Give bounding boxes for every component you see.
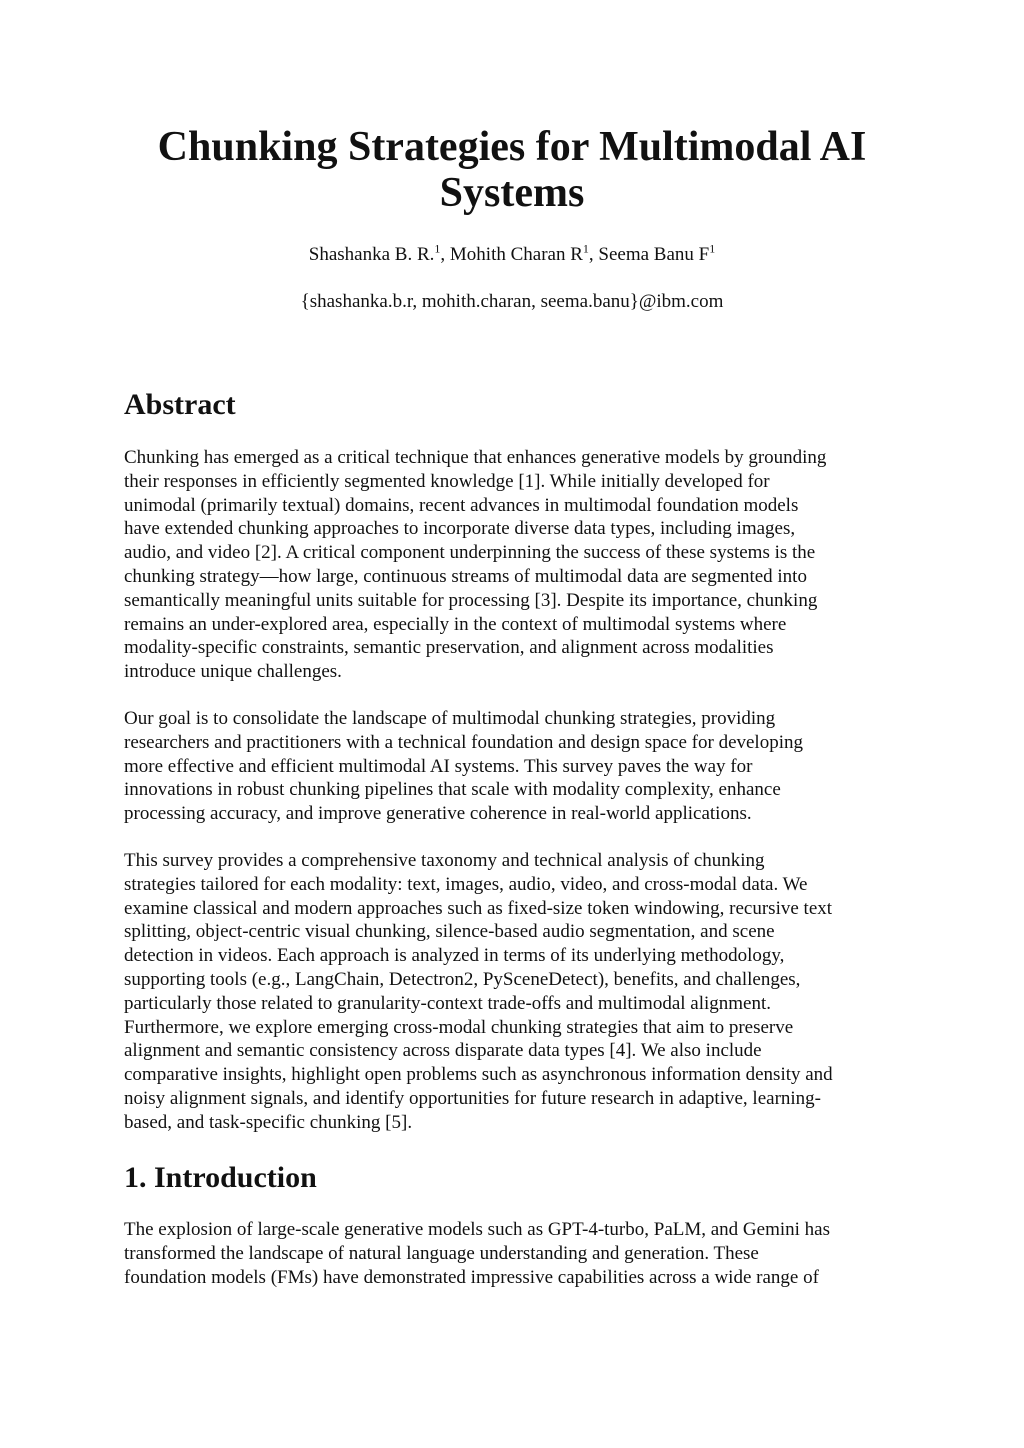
text-line: comparative insights, highlight open problems such as asynchronous information density and [124,1064,833,1086]
text-line: chunking strategy—how large, continuous streams of multimodal data are segmented into [124,565,807,587]
introduction-heading: 1. Introduction [124,1161,317,1194]
title-line: Chunking Strategies for Multimodal AI [157,124,867,170]
author-affiliation: 1 [709,241,716,256]
text-line: unimodal (primarily textual) domains, recent advances in multimodal foundation models [124,494,799,516]
text-line: audio, and video [2]. A critical component underpinning the success of these systems is the [124,542,816,564]
author-emails: {shashanka.b.r, mohith.charan, seema.banu}@ibm.com [300,291,724,312]
paper-title [100,124,924,216]
author-separator: , [440,244,450,265]
text-line: researchers and practitioners with a technical foundation and design space for developing [124,731,803,753]
text-line: This survey provides a comprehensive taxonomy and technical analysis of chunking [124,850,765,871]
abstract-heading: Abstract [124,388,236,421]
text-line: strategies tailored for each modality: text, images, audio, video, and cross-modal data. We [124,873,808,895]
text-line: particularly those related to granularity-context trade-offs and multimodal alignment. [124,992,772,1014]
text-line: remains an under-explored area, especially in the context of multimodal systems where [124,613,787,635]
author-list [100,243,924,267]
author-name: Mohith Charan R [449,244,583,265]
text-line: splitting, object-centric visual chunking, silence-based audio segmentation, and scene [124,921,775,943]
author-separator: , [588,244,599,265]
text-line: foundation models (FMs) have demonstrated impressive capabilities across a wide range of [124,1266,819,1288]
abstract-paragraph [124,849,904,1135]
text-line: semantically meaningful units suitable for processing [3]. Despite its importance, chunking [124,589,818,611]
text-line: based, and task-specific chunking [5]. [124,1111,413,1133]
introduction-paragraph [124,1218,904,1289]
text-line: Chunking has emerged as a critical technique that enhances generative models by grounding [124,447,827,468]
text-line: more effective and efficient multimodal AI systems. This survey paves the way for [124,755,753,777]
text-line: noisy alignment signals, and identify opportunities for future research in adaptive, learning- [124,1087,821,1109]
text-line: alignment and semantic consistency across disparate data types [4]. We also include [124,1040,762,1062]
abstract-paragraph [124,707,904,826]
text-line: examine classical and modern approaches such as fixed-size token windowing, recursive text [124,897,833,919]
text-line: Our goal is to consolidate the landscape of multimodal chunking strategies, providing [124,708,776,729]
text-line: transformed the landscape of natural language understanding and generation. These [124,1242,759,1264]
text-line: supporting tools (e.g., LangChain, Detectron2, PySceneDetect), benefits, and challenges, [124,968,801,990]
author-affiliation: 1 [434,241,441,256]
author-affiliation: 1 [582,241,589,256]
text-line: innovations in robust chunking pipelines that scale with modality complexity, enhance [124,779,781,801]
text-line: modality-specific constraints, semantic preservation, and alignment across modalities [124,637,774,659]
text-line: introduce unique challenges. [124,661,342,683]
text-line: The explosion of large-scale generative models such as GPT-4-turbo, PaLM, and Gemini has [124,1219,830,1240]
text-line: have extended chunking approaches to incorporate diverse data types, including images, [124,518,796,540]
author-name: Seema Banu F [598,244,710,265]
text-line: processing accuracy, and improve generative coherence in real-world applications. [124,803,752,825]
author-name: Shashanka B. R. [308,244,435,265]
title-line: Systems [439,170,585,216]
text-line: detection in videos. Each approach is analyzed in terms of its underlying methodology, [124,945,785,967]
abstract-paragraph [124,446,904,684]
text-line: their responses in efficiently segmented knowledge [1]. While initially developed for [124,470,770,492]
text-line: Furthermore, we explore emerging cross-modal chunking strategies that aim to preserve [124,1016,794,1038]
